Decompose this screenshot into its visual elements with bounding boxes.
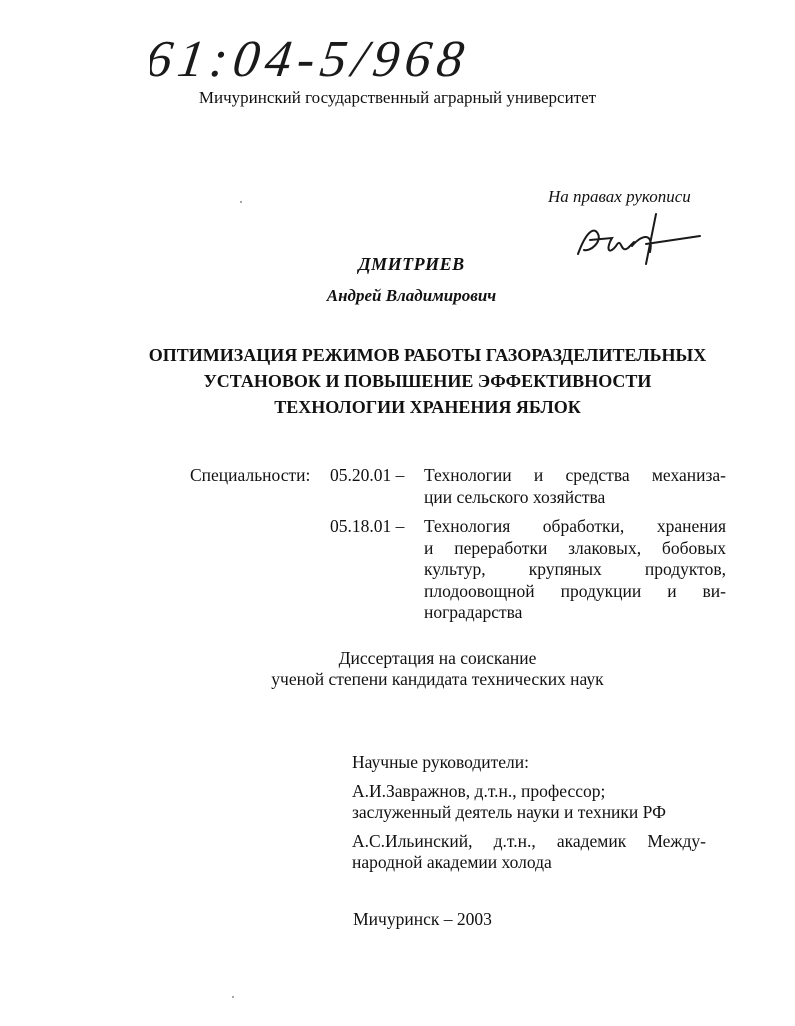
supervisor-line: А.И.Завражнов, д.т.н., профессор; [352, 780, 606, 801]
author-given-names: Андрей Владимирович [326, 286, 497, 305]
handwritten-code-text: 61:04-5/968 [150, 30, 474, 88]
handwritten-code-drawing [150, 18, 510, 88]
author-surname: ДМИТРИЕВ [358, 254, 465, 274]
dissertation-title [0, 342, 795, 420]
specialty-description-line: и переработки злаковых, бобовых [424, 537, 726, 558]
manuscript-note: На правах рукописи [548, 187, 691, 206]
title-line: ТЕХНОЛОГИИ ХРАНЕНИЯ ЯБЛОК [274, 397, 581, 417]
title-line: ОПТИМИЗАЦИЯ РЕЖИМОВ РАБОТЫ ГАЗОРАЗДЕЛИТЕЛЬНЫХ [148, 345, 707, 365]
supervisor-line: заслуженный деятель науки и техники РФ [352, 802, 666, 822]
degree-statement [0, 648, 795, 690]
supervisors-heading: Научные руководители: [352, 752, 529, 772]
title-line: УСТАНОВОК И ПОВЫШЕНИЕ ЭФФЕКТИВНОСТИ [203, 371, 652, 391]
specialty-description-line: Технология обработки, хранения [424, 516, 726, 536]
specialty-code: 05.20.01 – [330, 465, 405, 485]
specialty-description-line: ноградарства [424, 602, 523, 622]
specialty-description-line: культур, крупяных продуктов, [424, 559, 726, 579]
specialty-description [424, 516, 726, 624]
scan-speck [240, 201, 242, 203]
specialty-description [424, 465, 726, 508]
degree-statement-line: ученой степени кандидата технических наук [271, 669, 604, 689]
supervisor-line: А.С.Ильинский, д.т.н., академик Между- [352, 830, 706, 851]
specialty-description-line: плодоовощной продукции и ви- [424, 580, 726, 601]
supervisor-line: народной академии холода [352, 852, 552, 872]
specialty-description-line: ции сельского хозяйства [424, 486, 606, 507]
specialty-code: 05.18.01 – [330, 516, 405, 536]
specialty-description-line: Технологии и средства механиза- [424, 465, 726, 485]
university-name: Мичуринский государственный аграрный университет [198, 88, 597, 107]
specialties-label: Специальности: [190, 465, 311, 485]
handwritten-archive-code [150, 18, 510, 88]
city-year: Мичуринск – 2003 [353, 909, 492, 929]
degree-statement-line: Диссертация на соискание [338, 648, 537, 668]
supervisors-block [352, 752, 732, 874]
scan-speck [232, 996, 234, 998]
